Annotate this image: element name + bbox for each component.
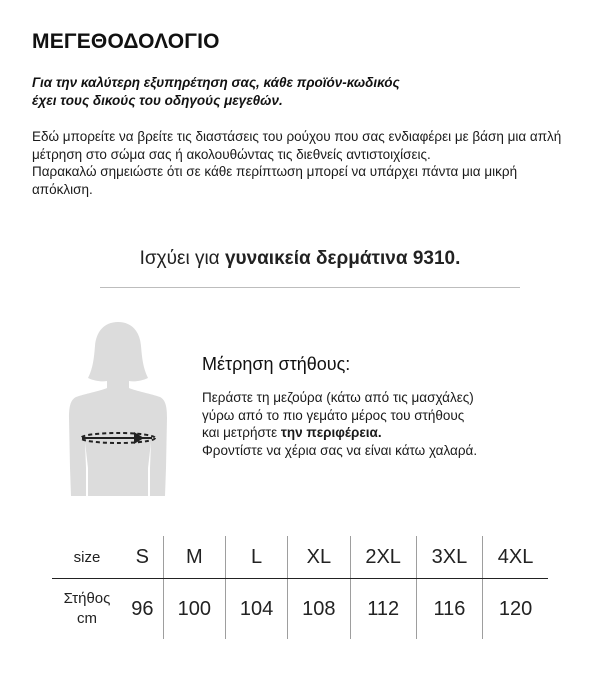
instruction-line-3-bold: την περιφέρεια. bbox=[280, 425, 382, 440]
size-header-cell: L bbox=[225, 536, 287, 579]
size-table bbox=[52, 536, 548, 639]
description-paragraph-2: Παρακαλώ σημειώστε ότι σε κάθε περίπτωση μπορεί να υπάρχει πάντα μια μικρή απόκλιση. bbox=[32, 164, 518, 197]
applies-product: γυναικεία δερμάτινα 9310. bbox=[224, 248, 461, 269]
chest-label: Στήθος bbox=[63, 590, 111, 607]
woman-silhouette-icon bbox=[62, 318, 174, 498]
size-header-cell: S bbox=[122, 536, 163, 579]
chest-unit: cm bbox=[77, 610, 97, 627]
chest-value-cell: 96 bbox=[131, 597, 154, 620]
description-paragraph-1: Εδώ μπορείτε να βρείτε τις διαστάσεις του ρούχου που σας ενδιαφέρει με βάση μια απλή μέτρηση στο σώμα σας ή ακολουθώντας τις διεθνείς αντιστοιχίσεις. bbox=[32, 129, 562, 162]
instruction-line-2: γύρω από το πιο γεμάτο μέρος του στήθους bbox=[202, 407, 465, 423]
applies-prefix: Ισχύει για bbox=[139, 248, 225, 269]
instruction-line-1: Περάστε τη μεζούρα (κάτω από τις μασχάλες) bbox=[202, 390, 474, 405]
intro-line-2: έχει τους δικούς του οδηγούς μεγεθών. bbox=[32, 93, 283, 108]
chest-value-cell: 112 bbox=[350, 579, 416, 640]
measurement-heading: Μέτρηση στήθους: bbox=[202, 354, 351, 374]
instruction-line-4: Φροντίστε να χέρια σας να είναι κάτω χαλαρά. bbox=[202, 442, 478, 458]
page-title: ΜΕΓΕΘΟΔΟΛΟΓΙΟ bbox=[32, 30, 220, 53]
size-header-cell: 4XL bbox=[483, 536, 548, 579]
measurement-instructions bbox=[202, 354, 582, 459]
chest-value-cell: 104 bbox=[225, 579, 287, 640]
figure-shape bbox=[69, 322, 167, 496]
description bbox=[32, 128, 572, 198]
instruction-line-3 bbox=[202, 424, 582, 442]
size-table-header bbox=[52, 536, 548, 579]
chest-value-cell: 120 bbox=[483, 579, 548, 640]
applies-to-heading bbox=[0, 248, 600, 270]
chest-value-cell: 100 bbox=[163, 579, 225, 640]
size-header-cell: XL bbox=[288, 536, 350, 579]
size-header-cell: 3XL bbox=[416, 536, 482, 579]
divider bbox=[100, 287, 520, 288]
chest-value-cell: 108 bbox=[288, 579, 350, 640]
chest-value-cell: 116 bbox=[416, 579, 482, 640]
size-header-cell: M bbox=[163, 536, 225, 579]
size-header-cell: 2XL bbox=[350, 536, 416, 579]
size-header-label: size bbox=[52, 536, 122, 579]
instruction-line-3-prefix: και μετρήστε bbox=[202, 425, 281, 440]
chest-row bbox=[52, 579, 548, 640]
intro-line-1: Για την καλύτερη εξυπηρέτηση σας, κάθε προϊόν-κωδικός bbox=[32, 75, 400, 90]
chest-row-label bbox=[52, 579, 122, 640]
intro-text bbox=[32, 74, 552, 110]
